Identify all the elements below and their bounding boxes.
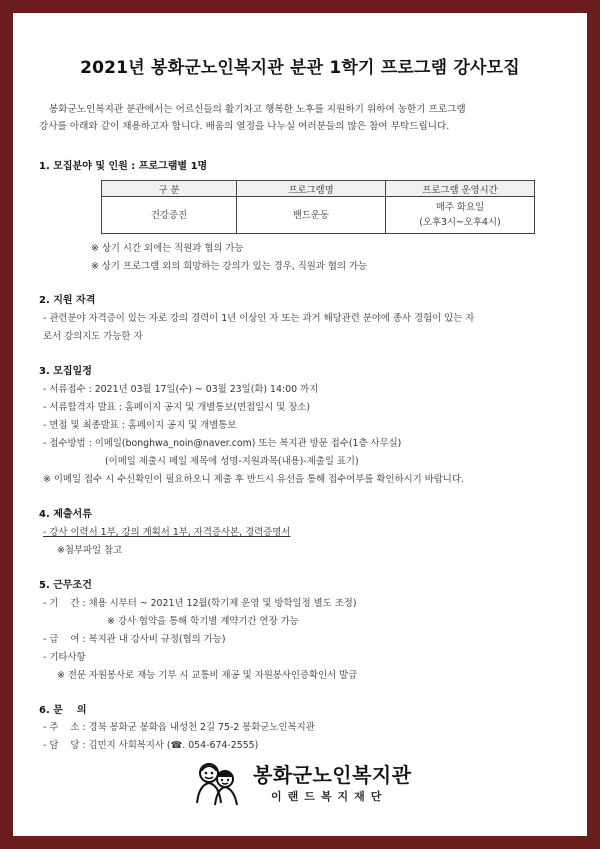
table-header-row (102, 181, 535, 197)
body-line: ※ 강사 협약을 통해 학기별 계약기간 연장 가능 (107, 616, 299, 627)
body-line: (이메일 제출시 메일 제목에 성명-지원과목(내용)-제출일 표기) (105, 456, 359, 467)
section-heading-conditions: 5. 근무조건 (39, 580, 92, 591)
body-line: - 서류합격자 발표 : 홈페이지 공지 및 개별통보(면접일시 및 장소) (43, 402, 311, 413)
table-row (102, 197, 535, 234)
intro-paragraph (39, 101, 561, 135)
table-cell: 밴드운동 (237, 197, 386, 234)
table-header-cell: 프로그램명 (237, 181, 386, 197)
body-line: 로서 강의지도 가능한 자 (43, 331, 143, 342)
table-header-cell: 프로그램 운영시간 (386, 181, 535, 197)
body-line: ※ 전문 자원봉사로 재능 기부 시 교통비 제공 및 자원봉사인증확인서 발급 (57, 670, 358, 681)
logo-name: 봉화군노인복지관 (253, 763, 412, 787)
table-cell: 건강증진 (102, 197, 237, 234)
body-line: - 서류접수 : 2021년 03월 17일(수) ~ 03월 23일(화) 14:00 까지 (43, 384, 319, 395)
intro-line: 봉화군노인복지관 분관에서는 어르신들의 활기차고 행복한 노후를 지원하기 위하여 농한기 프로그램 (49, 104, 466, 115)
body-line: - 면접 및 최종발표 : 홈페이지 공지 및 개별통보 (43, 420, 237, 431)
body-line: ※첨부파일 참고 (57, 545, 123, 556)
table-cell-line: 매주 화요일 (435, 202, 485, 213)
body-line: ※ 이메일 접수 시 수신확인이 필요하오니 제출 후 반드시 유선을 통해 접수여부를 확인하시기 바랍니다. (43, 474, 464, 485)
body-line: - 강사 이력서 1부, 강의 계획서 1부, 자격증사본, 경력증명서 (43, 527, 291, 538)
section-heading-recruitment: 1. 모집분야 및 인원 : 프로그램별 1명 (39, 161, 208, 172)
logo-subtitle: 이랜드복지재단 (271, 790, 388, 803)
body-line: - 주 소 : 경북 봉화군 봉화읍 내성천 2길 75-2 봉화군노인복지관 (43, 722, 315, 733)
table-cell (386, 197, 535, 234)
program-table (101, 180, 535, 234)
section-heading-documents: 4. 제출서류 (39, 509, 92, 520)
section-heading-inquiry: 6. 문 의 (39, 705, 87, 716)
body-line: - 접수방법 : 이메일(bonghwa_noin@naver.com) 또는 복지관 방문 접수(1층 사무실) (43, 438, 402, 449)
section-heading-schedule: 3. 모집일정 (39, 366, 92, 377)
elderly-couple-icon (191, 757, 241, 807)
body-line: - 기 간 : 채용 시부터 ~ 2021년 12월(학기제 운영 및 방학일정 별도 조정) (43, 598, 357, 609)
intro-line: 강사를 아래와 같이 채용하고자 합니다. 배움의 열정을 나누실 여러분들의 많은 참여 부탁드립니다. (39, 121, 450, 132)
table-header-cell: 구 분 (102, 181, 237, 197)
note-line: ※ 상기 프로그램 외의 희망하는 강의가 있는 경우, 직원과 협의 가능 (91, 261, 368, 272)
body-line: - 담 당 : 김민지 사회복지사 (☎. 054-674-2555) (43, 740, 259, 751)
page-title: 2021년 봉화군노인복지관 분관 1학기 프로그램 강사모집 (80, 58, 520, 78)
table-cell-line: (오후3시~오후4시) (419, 217, 501, 228)
section-heading-qualification: 2. 지원 자격 (39, 295, 96, 306)
body-line: - 급 여 : 복지관 내 강사비 규정(협의 가능) (43, 634, 226, 645)
organization-logo (191, 755, 431, 815)
note-line: ※ 상기 시간 외에는 직원과 협의 가능 (91, 243, 244, 254)
poster-page (13, 13, 587, 836)
body-line: - 관련분야 자격증이 있는 자로 강의 경력이 1년 이상인 자 또는 과거 해당관련 분야에 종사 경험이 있는 자 (43, 313, 475, 324)
body-line: - 기타사항 (43, 652, 86, 663)
